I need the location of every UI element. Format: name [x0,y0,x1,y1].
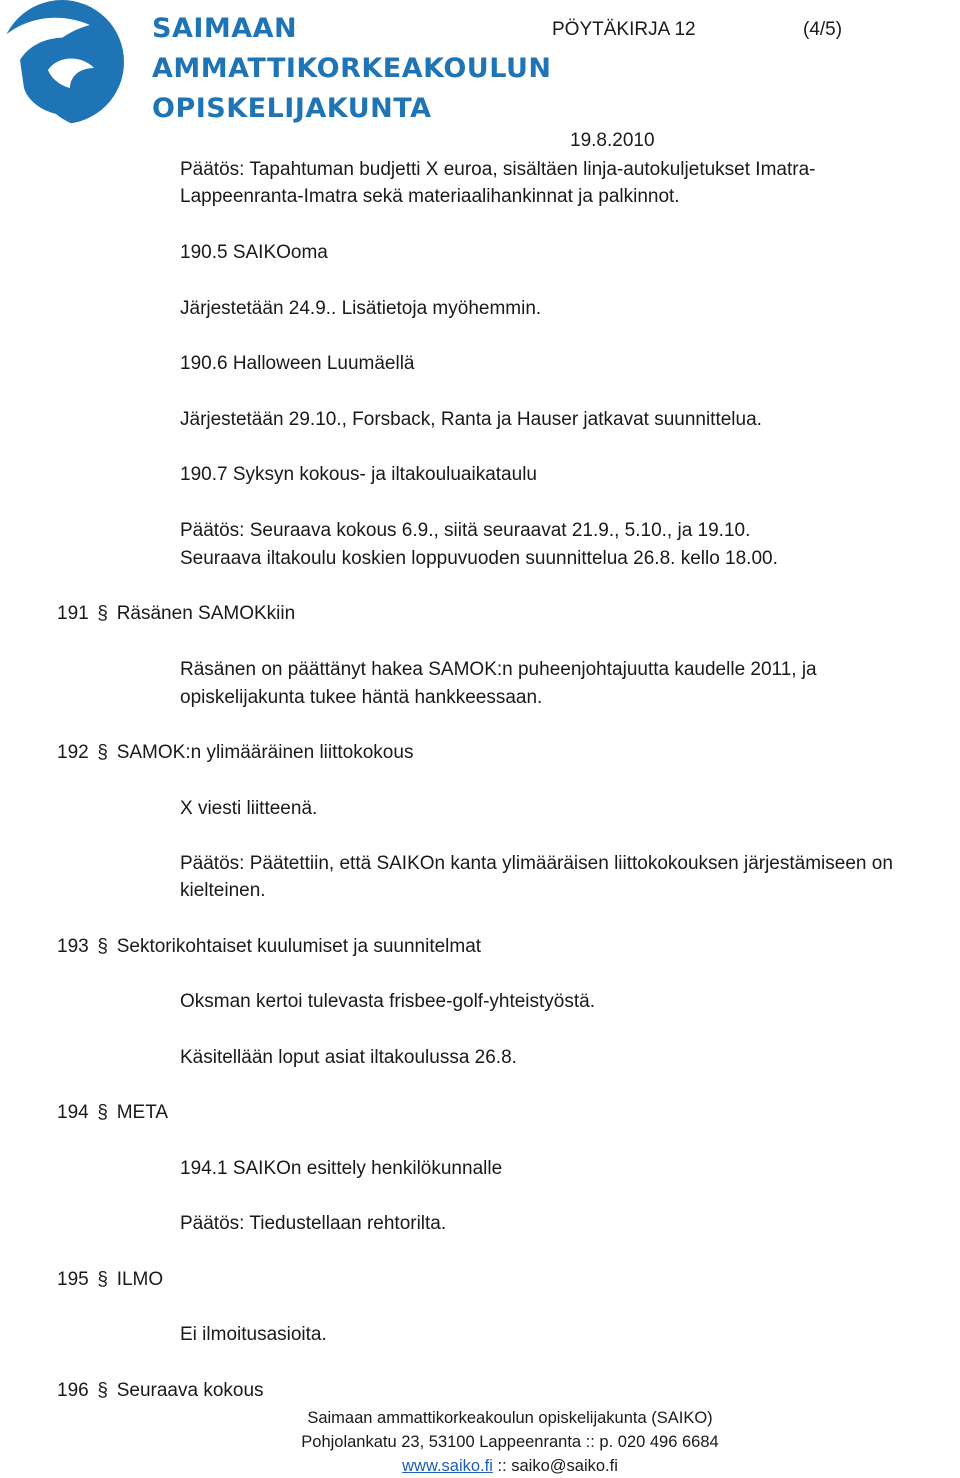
section-number: 193 [57,936,89,957]
logo-line-1: SAIMAAN [152,13,298,44]
section-195-heading [57,1266,163,1294]
section-193-heading [57,933,481,961]
footer [280,1406,740,1478]
section-number: 194 [57,1102,89,1123]
footer-contacts [280,1454,740,1478]
page-indicator: (4/5) [803,19,843,40]
section-title: META [116,1102,169,1123]
footer-organization: Saimaan ammattikorkeakoulun opiskelijakunta (SAIKO) [307,1409,713,1427]
section-title: Räsänen SAMOKkiin [116,603,296,624]
website-link[interactable]: www.saiko.fi [402,1457,493,1475]
logo-line-3: OPISKELIJAKUNTA [152,93,432,124]
document-date: 19.8.2010 [570,130,655,151]
section-196-heading [57,1377,264,1405]
section-title: Seuraava kokous [116,1380,264,1401]
decision-budget-line-1: Päätös: Tapahtuman budjetti X euroa, sisältäen linja-autokuljetukset Imatra- [180,159,816,180]
subsection-194-1-text: Päätös: Tiedustellaan rehtorilta. [180,1213,447,1234]
section-title: ILMO [116,1269,164,1290]
subsection-190-6-text: Järjestetään 29.10., Forsback, Ranta ja Hauser jatkavat suunnittelua. [180,409,762,430]
section-192-decision-line-1: Päätös: Päätettiin, että SAIKOn kanta ylimääräisen liittokokouksen järjestämiseen on [180,853,893,874]
section-sign: § [97,742,108,763]
section-195-text: Ei ilmoitusasioita. [180,1324,327,1345]
section-title: Sektorikohtaiset kuulumiset ja suunnitelmat [116,936,482,957]
subsection-190-7-title: 190.7 Syksyn kokous- ja iltakouluaikataulu [180,464,537,485]
subsection-190-5-title: 190.5 SAIKOoma [180,242,328,263]
section-number: 192 [57,742,89,763]
section-193-text-1: Oksman kertoi tulevasta frisbee-golf-yhteistyöstä. [180,991,596,1012]
subsection-190-7-line-2: Seuraava iltakoulu koskien loppuvuoden suunnittelua 26.8. kello 18.00. [180,548,778,569]
section-191-line-2: opiskelijakunta tukee häntä hankkeessaan. [180,687,543,708]
email-address: saiko@saiko.fi [511,1457,618,1475]
decision-budget-line-2: Lappeenranta-Imatra sekä materiaalihankinnat ja palkinnot. [180,186,680,207]
section-number: 191 [57,603,89,624]
subsection-190-6-title: 190.6 Halloween Luumäellä [180,353,415,374]
section-191-line-1: Räsänen on päättänyt hakea SAMOK:n puheenjohtajuutta kaudelle 2011, ja [180,659,817,680]
section-sign: § [97,603,108,624]
section-sign: § [97,1269,108,1290]
section-title: SAMOK:n ylimääräinen liittokokous [116,742,414,763]
footer-address: Pohjolankatu 23, 53100 Lappeenranta :: p. 020 496 6684 [301,1433,719,1451]
document-label: PÖYTÄKIRJA 12 [552,19,696,40]
footer-separator: :: [492,1457,512,1475]
subsection-190-7-line-1: Päätös: Seuraava kokous 6.9., siitä seuraavat 21.9., 5.10., ja 19.10. [180,520,751,541]
section-sign: § [97,936,108,957]
section-sign: § [97,1380,108,1401]
section-194-heading [57,1099,168,1127]
section-193-text-2: Käsitellään loput asiat iltakoulussa 26.8. [180,1047,517,1068]
section-sign: § [97,1102,108,1123]
section-192-text: X viesti liitteenä. [180,798,318,819]
logo-line-2: AMMATTIKORKEAKOULUN [152,53,552,84]
section-192-decision-line-2: kielteinen. [180,880,266,901]
logo-emblem [0,0,140,150]
section-191-heading [57,600,295,628]
subsection-190-5-text: Järjestetään 24.9.. Lisätietoja myöhemmin. [180,298,542,319]
section-192-heading [57,739,413,767]
subsection-194-1-title: 194.1 SAIKOn esittely henkilökunnalle [180,1158,503,1179]
section-number: 195 [57,1269,89,1290]
section-number: 196 [57,1380,89,1401]
